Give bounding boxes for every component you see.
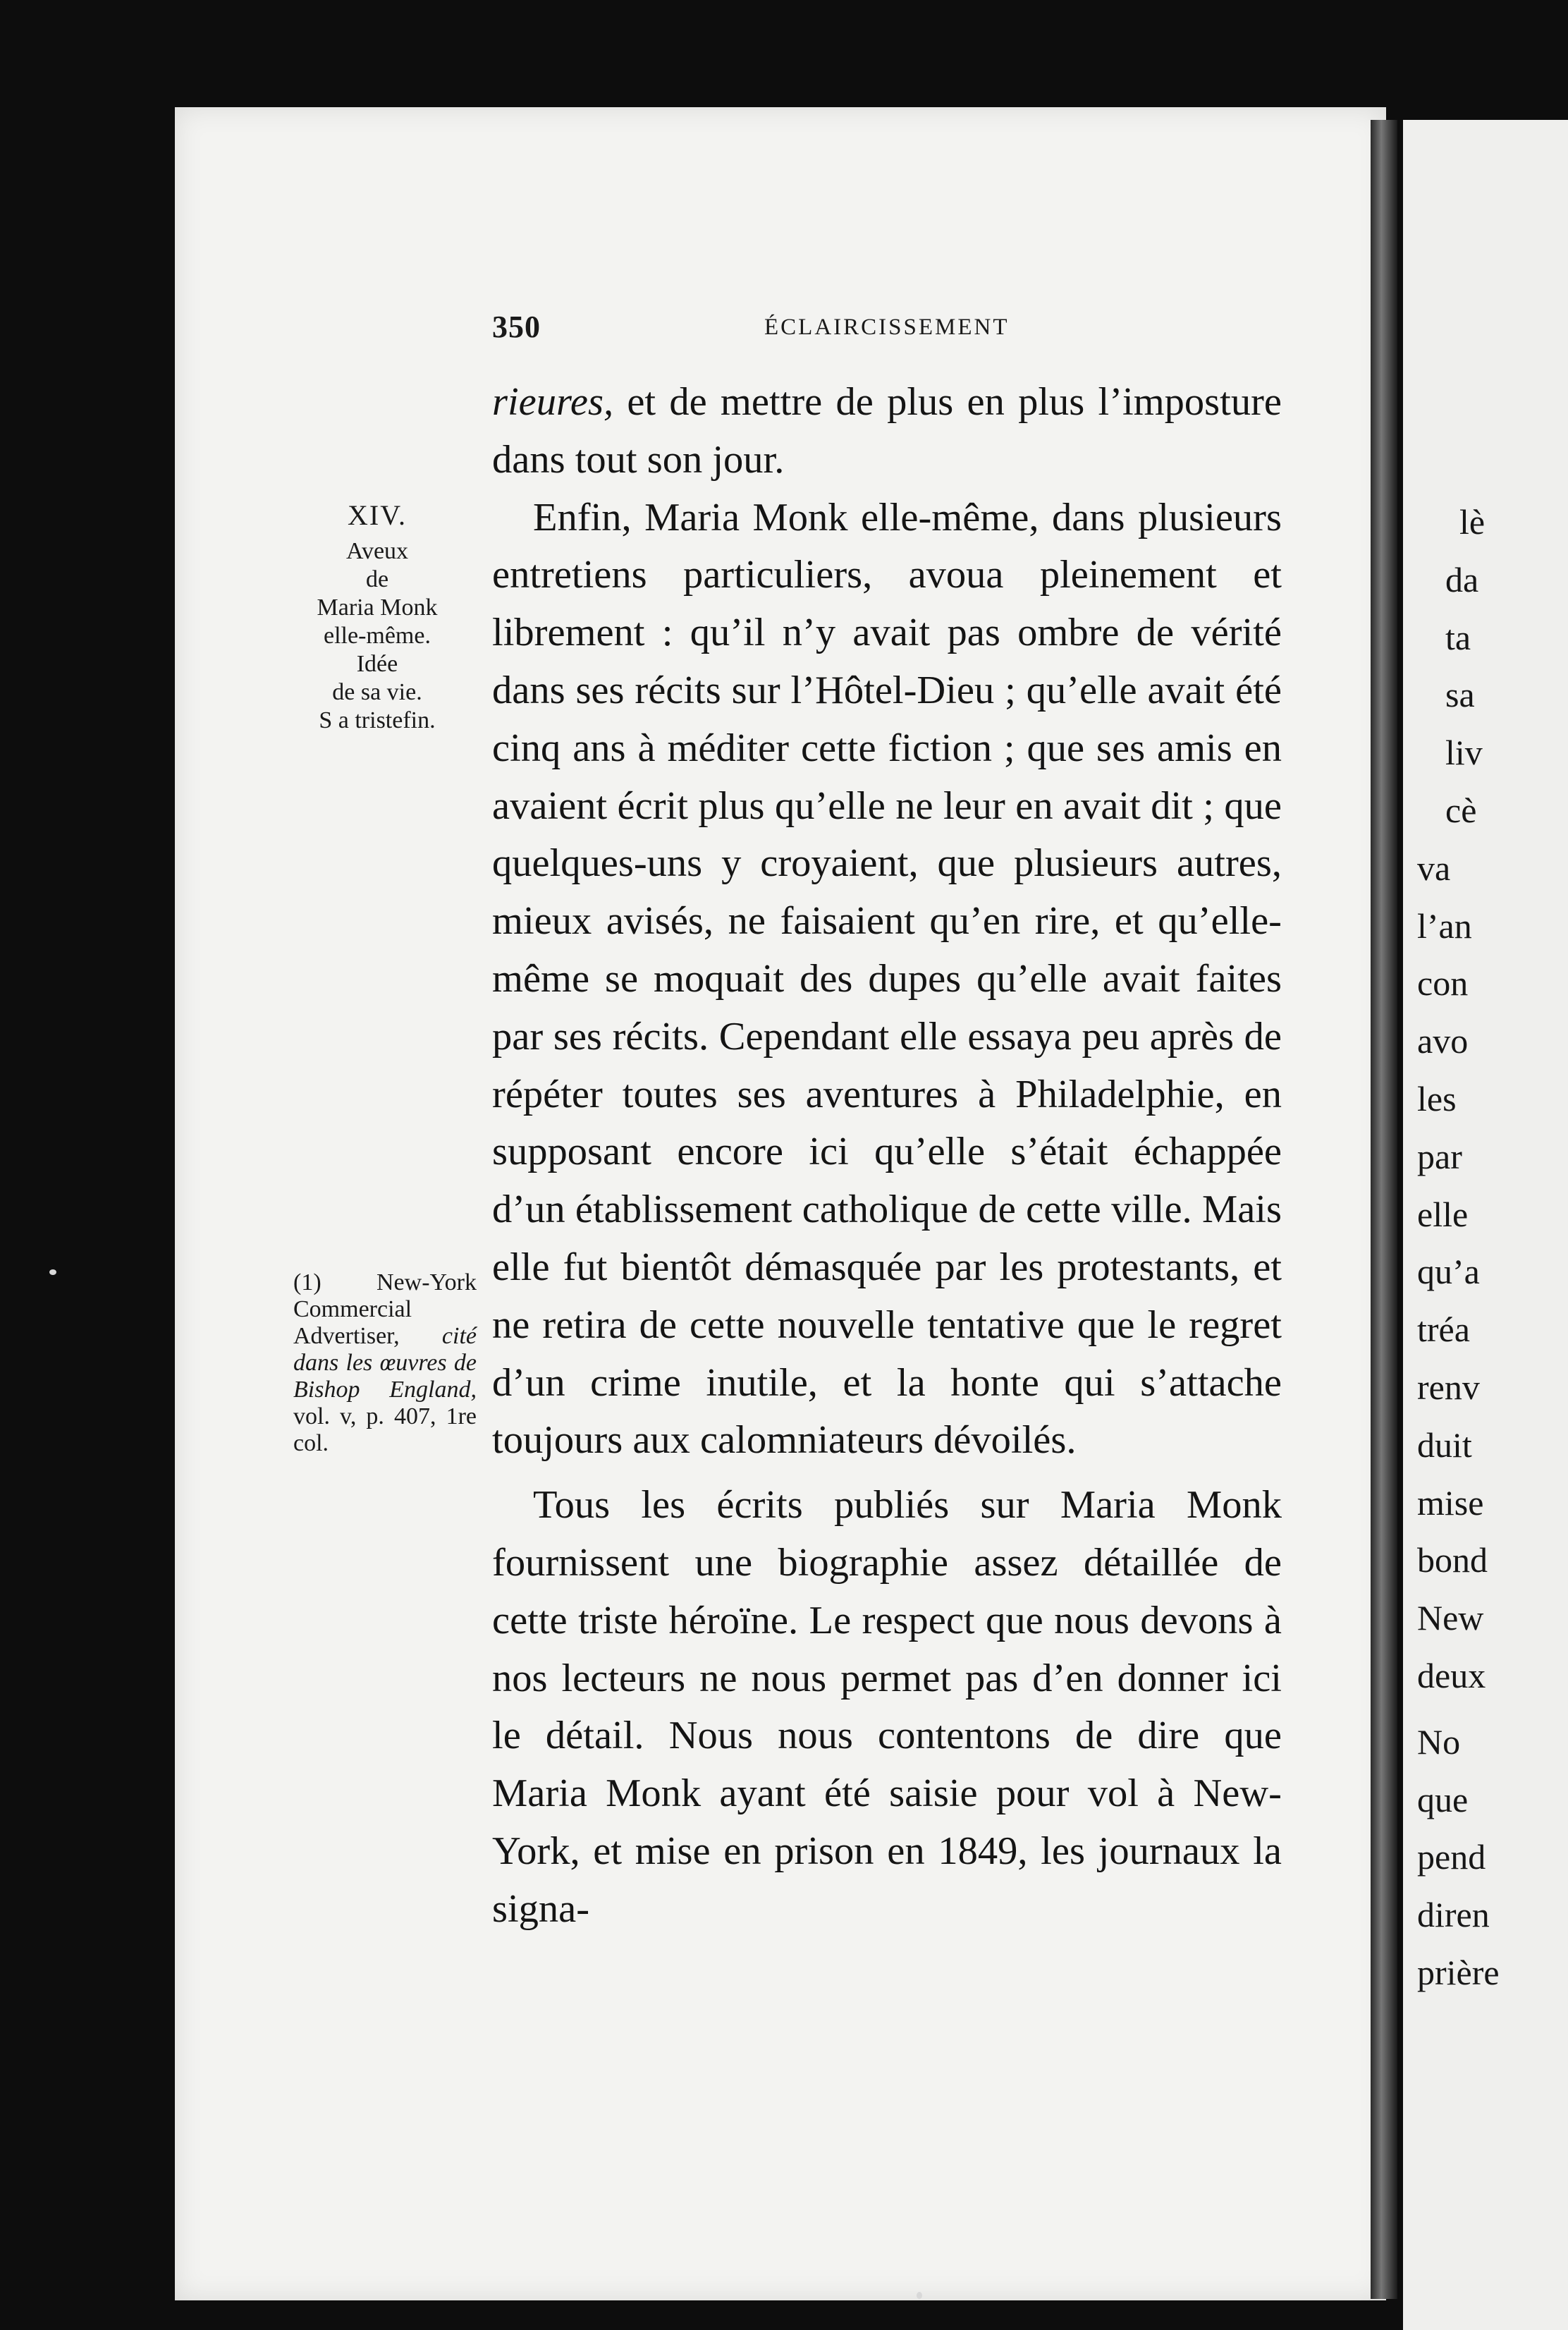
page-gutter-shadow [1371,120,1397,2299]
facing-page-line: renv [1417,1367,1480,1407]
facing-page-line: pend [1417,1837,1486,1877]
margin-summary-lines [282,537,472,735]
margin-summary-line: de sa vie. [332,679,422,705]
facing-page-line: va [1417,848,1451,888]
facing-page-line: prière [1417,1952,1500,1992]
running-title: ÉCLAIRCISSEMENT [764,315,1010,340]
facing-page-line: liv [1445,733,1483,773]
facing-page-line: No [1417,1721,1461,1762]
paragraph-continued [492,374,1282,489]
scan-speck [917,2292,922,2299]
facing-page-line: bond [1417,1540,1488,1580]
scan-speck [49,1269,56,1275]
margin-summary-line: Aveux [345,538,409,564]
page-header [492,309,1296,344]
facing-page-line: New [1417,1598,1484,1638]
facing-page-line: da [1445,559,1479,599]
facing-page-line: lè [1459,502,1486,542]
facing-page-line: con [1417,963,1469,1004]
facing-page-line: l’an [1417,905,1472,946]
facing-page-line: cè [1445,790,1477,830]
footnote-source: (1) New-York Commercial Advertiser, [293,1269,477,1349]
facing-page-line: sa [1445,675,1475,715]
facing-page-line: par [1417,1136,1462,1176]
facing-page-line: duit [1417,1425,1472,1465]
facing-page-line: diren [1417,1895,1490,1935]
paragraph-continued-rest: et de mettre de plus en plus l’imposture dans tout son jour. [492,380,1282,482]
margin-summary-line: elle-même. [324,623,431,649]
facing-page-text [1403,494,1568,2002]
facing-page-line: qu’a [1417,1252,1480,1292]
footnote-citation: cité dans les œuvres de Bishop England, [293,1323,477,1403]
facing-page-line: mise [1417,1482,1484,1523]
facing-page-line: elle [1417,1194,1469,1234]
facing-page-line: les [1417,1078,1457,1118]
facing-page-line: avo [1417,1021,1469,1061]
paragraph-continued-italic: rieures, [492,380,614,424]
margin-summary-line: S a tristefin. [319,707,436,733]
facing-page-line: deux [1417,1655,1486,1695]
paragraph-aveux: Enfin, Maria Monk elle-même, dans plusieurs entretiens particuliers, avoua pleinement et librement : qu’il n’y avait pas ombre de vérité dans ses récits sur l’Hôtel-Dieu ; qu’elle avait été cinq ans à méditer cette fiction ; que ses amis en avaient écrit plus qu’elle ne leur en avait dit ; que quelques-uns y croyaient, que plusieurs autres, mieux avisés, ne faisaient qu’en rire, et qu’elle-même se moquait des dupes qu’elle avait faites par ses récits. Cependant elle essaya peu après de répéter toutes ses aventures à Philadelphie, en supposant encore ici qu’elle s’était échappée d’un établissement catholique de cette ville. Mais elle fut bientôt démasquée par les protestants, et ne retira de cette nouvelle tentative que le regret d’un crime inutile, et la honte qui s’attache toujours aux calomniateurs dévoilés. [492,495,1282,1463]
paragraph-biographie: Tous les écrits publiés sur Maria Monk fournissent une biographie assez détaillée de cette triste héroïne. Le respect que nous devons à nos lecteurs ne nous permet pas d’en donner ici le détail. Nous nous contentons de dire que Maria Monk ayant été saisie pour vol à New-York, et mise en prison en 1849, les journaux la signa- [492,1483,1282,1931]
body-text [492,374,1282,1939]
margin-summary-line: Maria Monk [317,594,438,621]
section-number: XIV. [348,499,407,531]
margin-footnote [293,1269,477,1457]
margin-summary-line: Idée [356,651,398,677]
margin-summary-line: de [365,566,389,592]
facing-page-line: que [1417,1779,1469,1819]
facing-page [1403,120,1568,2330]
margin-summary [282,498,472,735]
page-number: 350 [492,310,541,344]
facing-page-line: tréa [1417,1310,1470,1350]
footnote-reference: vol. v, p. 407, 1re col. [293,1403,477,1456]
facing-page-line: ta [1445,617,1471,657]
